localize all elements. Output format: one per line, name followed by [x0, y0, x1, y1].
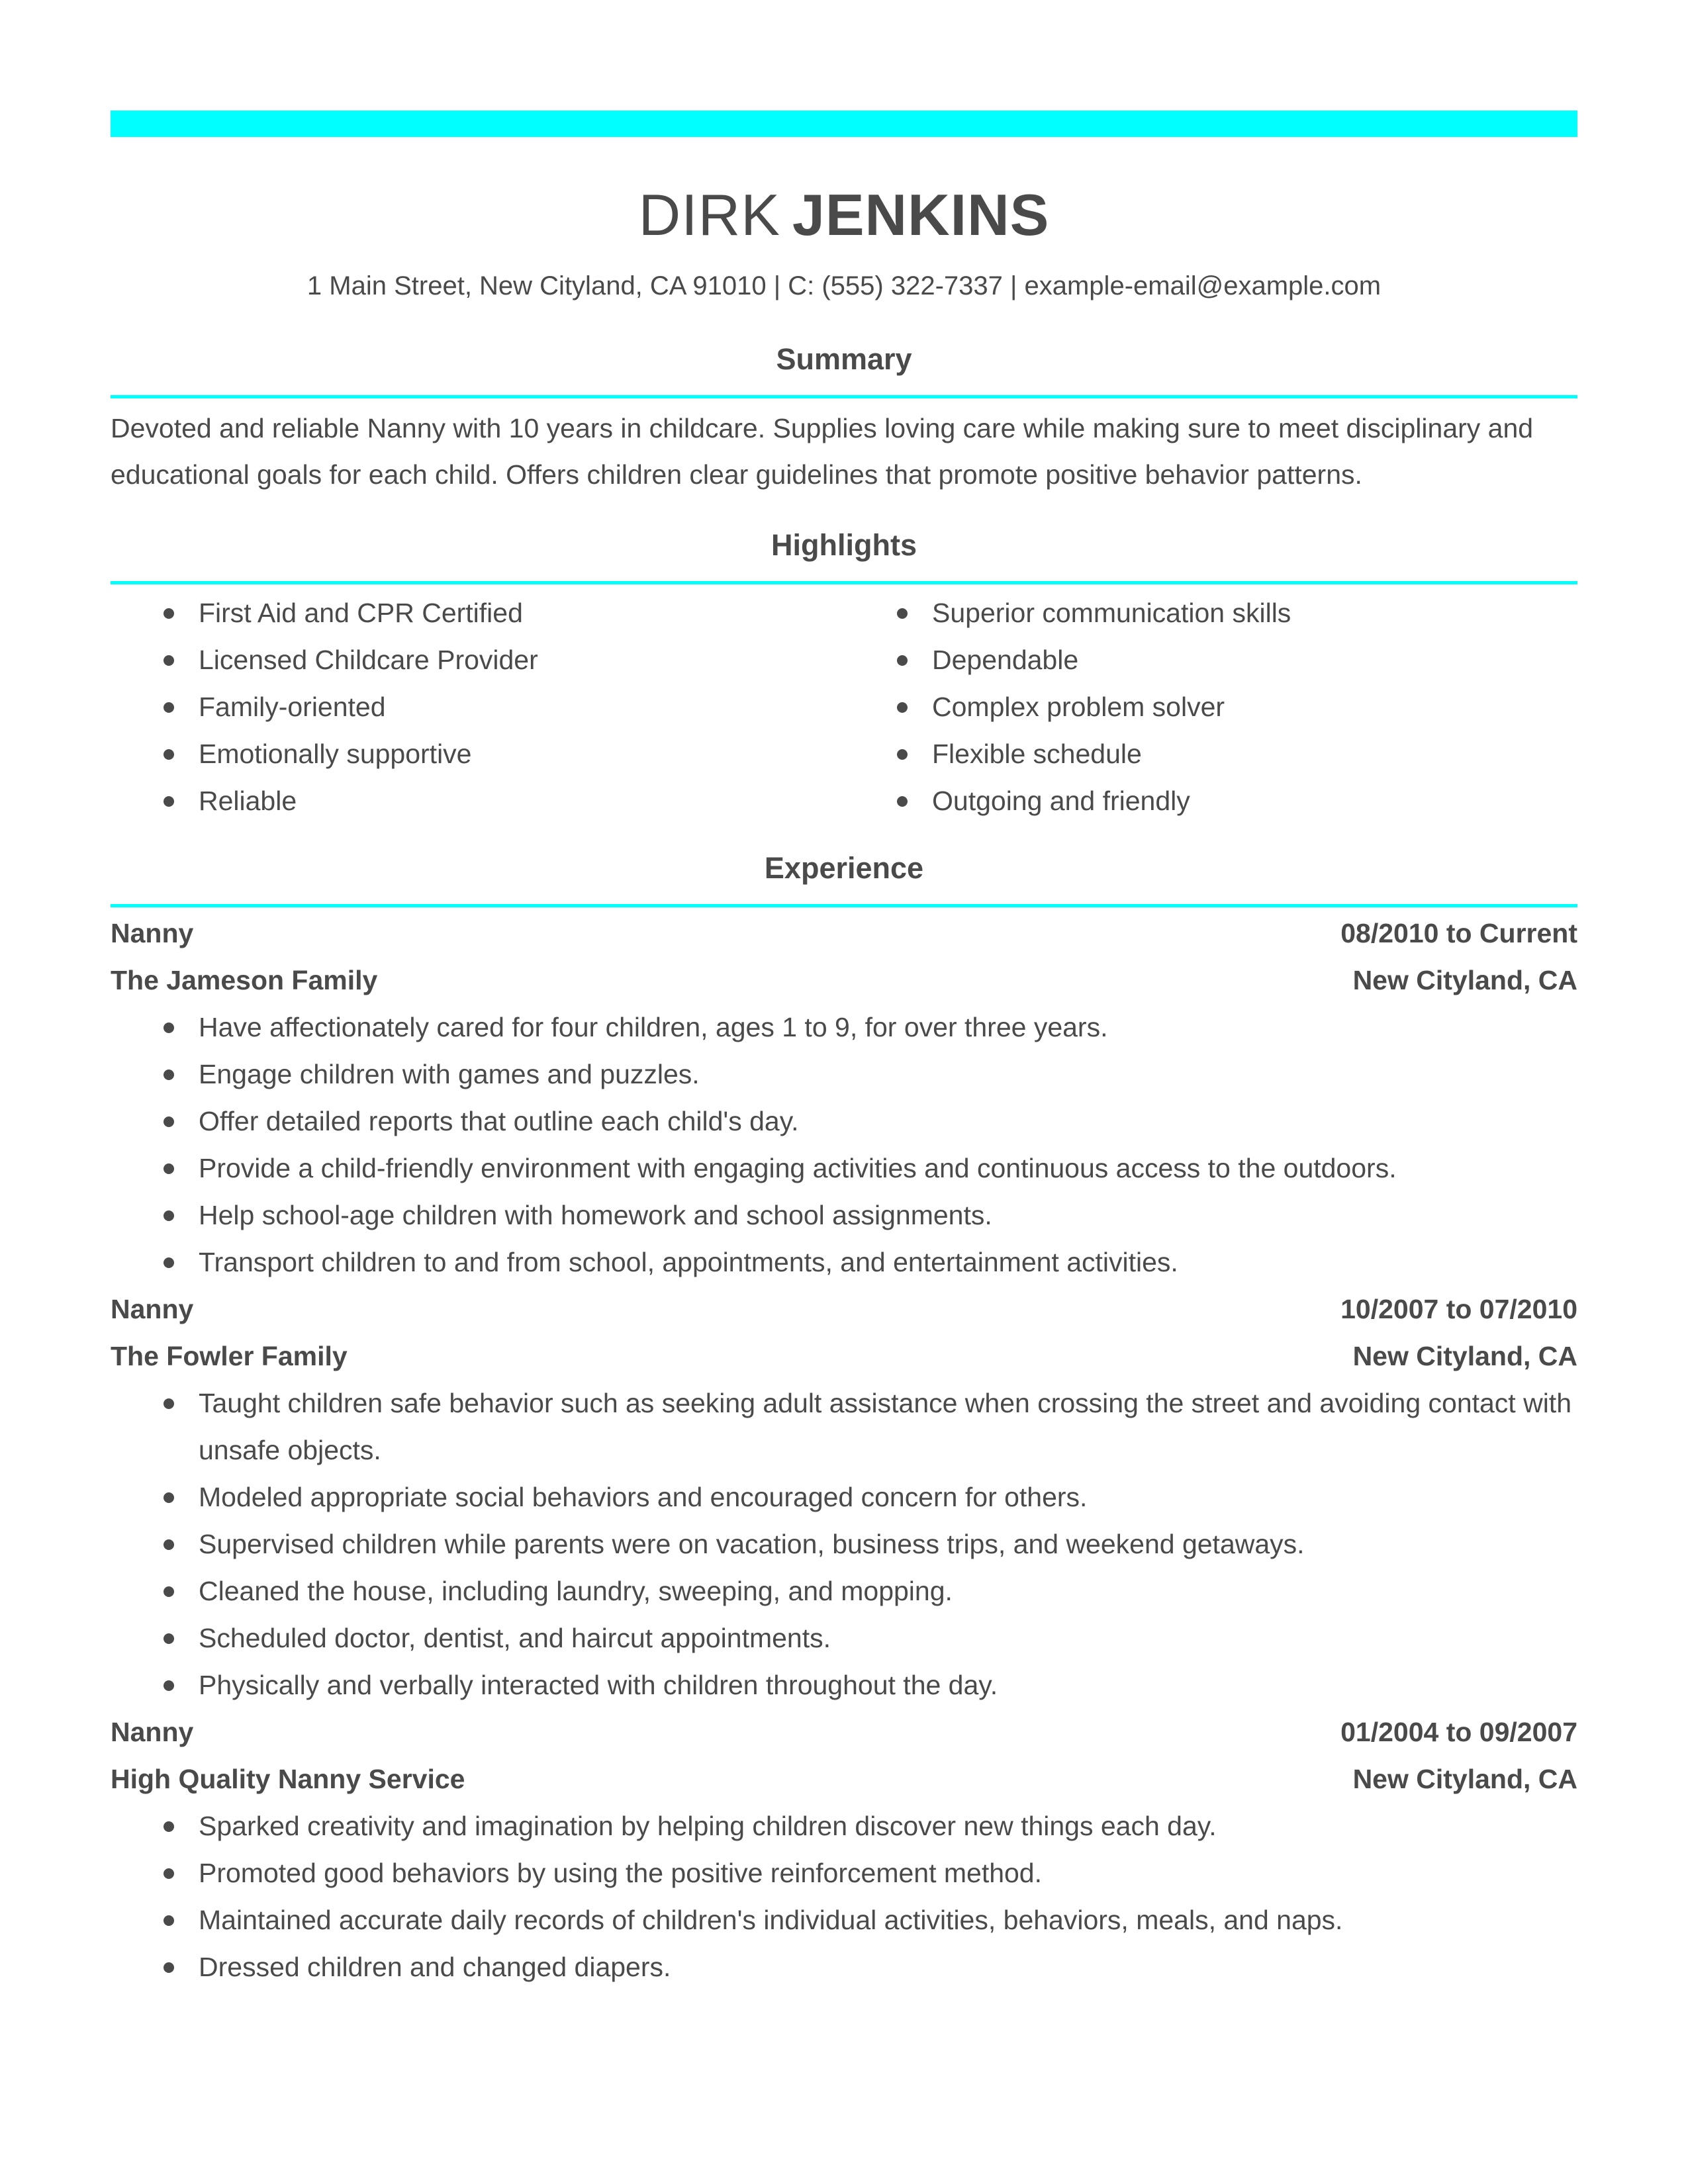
summary-section [111, 341, 1577, 498]
job-title-row [111, 1286, 1577, 1333]
experience-heading: Experience [764, 851, 924, 885]
first-name: DIRK [638, 182, 780, 248]
highlights-section [111, 527, 1577, 825]
highlights-right-list [844, 590, 1577, 825]
summary-rule [111, 395, 1577, 398]
job-location: New Cityland, CA [1352, 1764, 1577, 1794]
list-item: Scheduled doctor, dentist, and haircut appointments. [111, 1615, 1577, 1662]
list-item: Supervised children while parents were on vacation, business trips, and weekend getaways. [111, 1521, 1577, 1568]
list-item: Flexible schedule [844, 731, 1577, 778]
list-item: Dependable [844, 637, 1577, 684]
list-item: Help school-age children with homework and school assignments. [111, 1192, 1577, 1239]
summary-text: Devoted and reliable Nanny with 10 years in childcare. Supplies loving care while making sure to meet disciplinary and educational goals for each child. Offers children clear guidelines that promote positive behavior patterns. [111, 413, 1534, 490]
job-title-row [111, 1709, 1577, 1756]
list-item: Modeled appropriate social behaviors and encouraged concern for others. [111, 1474, 1577, 1521]
list-item: Transport children to and from school, appointments, and entertainment activities. [111, 1239, 1577, 1286]
experience-rule [111, 904, 1577, 907]
job-role: Nanny [111, 1294, 194, 1324]
list-item: Provide a child-friendly environment with engaging activities and continuous access to the outdoors. [111, 1145, 1577, 1192]
list-item: Emotionally supportive [111, 731, 844, 778]
list-item: Engage children with games and puzzles. [111, 1051, 1577, 1098]
list-item: Maintained accurate daily records of children's individual activities, behaviors, meals, and naps. [111, 1897, 1577, 1944]
job-employer-row [111, 1333, 1577, 1380]
job-entry [111, 1286, 1577, 1709]
list-item: Have affectionately cared for four children, ages 1 to 9, for over three years. [111, 1004, 1577, 1051]
job-employer: The Jameson Family [111, 965, 378, 995]
highlights-columns [111, 590, 1577, 825]
summary-heading: Summary [776, 342, 912, 376]
list-item: Outgoing and friendly [844, 778, 1577, 825]
list-item: Promoted good behaviors by using the positive reinforcement method. [111, 1850, 1577, 1897]
job-employer-row [111, 957, 1577, 1004]
job-employer-row [111, 1756, 1577, 1803]
highlights-heading: Highlights [771, 528, 917, 562]
job-location: New Cityland, CA [1352, 1341, 1577, 1371]
list-item: Sparked creativity and imagination by helping children discover new things each day. [111, 1803, 1577, 1850]
list-item: Offer detailed reports that outline each child's day. [111, 1098, 1577, 1145]
experience-section [111, 850, 1577, 1991]
list-item: First Aid and CPR Certified [111, 590, 844, 637]
top-accent-bar [111, 111, 1577, 137]
list-item: Physically and verbally interacted with children throughout the day. [111, 1662, 1577, 1709]
list-item: Reliable [111, 778, 844, 825]
list-item: Dressed children and changed diapers. [111, 1944, 1577, 1991]
job-entry [111, 910, 1577, 1286]
job-employer: The Fowler Family [111, 1341, 348, 1371]
last-name: JENKINS [792, 182, 1050, 248]
list-item: Superior communication skills [844, 590, 1577, 637]
highlights-rule [111, 581, 1577, 584]
job-dates: 10/2007 to 07/2010 [1340, 1294, 1577, 1324]
highlights-left-list [111, 590, 844, 825]
job-role: Nanny [111, 918, 194, 948]
job-employer: High Quality Nanny Service [111, 1764, 465, 1794]
job-dates: 01/2004 to 09/2007 [1340, 1717, 1577, 1747]
list-item: Licensed Childcare Provider [111, 637, 844, 684]
list-item: Complex problem solver [844, 684, 1577, 731]
job-bullet-list [111, 1004, 1577, 1286]
list-item: Family-oriented [111, 684, 844, 731]
job-title-row [111, 910, 1577, 957]
job-bullet-list [111, 1803, 1577, 1991]
job-dates: 08/2010 to Current [1340, 918, 1577, 948]
contact-line: 1 Main Street, New Cityland, CA 91010 | C: (555) 322-7337 | example-email@example.com [306, 271, 1382, 300]
job-location: New Cityland, CA [1352, 965, 1577, 995]
list-item: Cleaned the house, including laundry, sweeping, and mopping. [111, 1568, 1577, 1615]
job-bullet-list [111, 1380, 1577, 1709]
list-item: Taught children safe behavior such as seeking adult assistance when crossing the street and avoiding contact with unsafe objects. [111, 1380, 1577, 1474]
job-entry [111, 1709, 1577, 1991]
resume-page [111, 111, 1577, 1991]
job-role: Nanny [111, 1717, 194, 1747]
candidate-name [111, 182, 1577, 248]
